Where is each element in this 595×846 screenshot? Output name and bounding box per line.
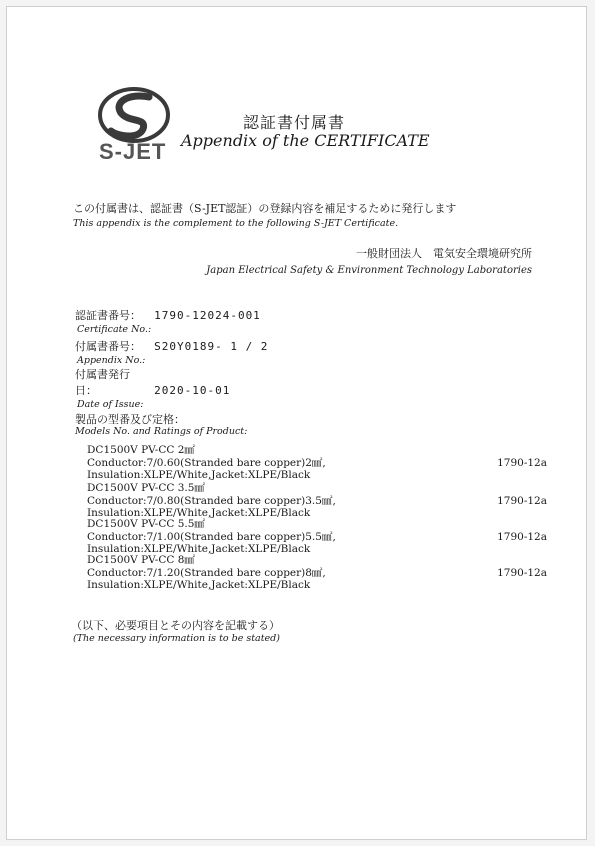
product-code: 1790-12a bbox=[497, 530, 547, 543]
footer-note-en: (The necessary information is to be stated) bbox=[73, 633, 280, 644]
product-name: DC1500V PV-CC 8㎟ bbox=[87, 554, 195, 566]
product-conductor: Conductor:7/0.80(Stranded bare copper)3.5㎟, bbox=[87, 494, 336, 507]
models-heading-jp: 製品の型番及び定格： bbox=[75, 413, 185, 426]
title-en: Appendix of the CERTIFICATE bbox=[181, 131, 430, 150]
certificate-no-label-en: Certificate No.: bbox=[77, 324, 152, 335]
s-jet-logo bbox=[91, 85, 181, 163]
date-of-issue-label: 付属書発行日： bbox=[75, 368, 130, 397]
appendix-no-field bbox=[75, 335, 268, 366]
product-code: 1790-12a bbox=[497, 456, 547, 469]
product-code: 1790-12a bbox=[497, 566, 547, 579]
organization-en: Japan Electrical Safety & Environment Technology Laboratories bbox=[206, 265, 532, 276]
models-heading-en: Models No. and Ratings of Product: bbox=[75, 426, 248, 437]
product-item bbox=[87, 482, 547, 520]
date-of-issue-field bbox=[75, 366, 230, 410]
product-item bbox=[87, 518, 547, 556]
title-jp: 認証書付属書 bbox=[243, 113, 346, 132]
date-of-issue-label-en: Date of Issue: bbox=[77, 399, 144, 410]
certificate-page bbox=[6, 6, 587, 840]
appendix-no-label-en: Appendix No.: bbox=[77, 355, 146, 366]
organization-jp: 一般財団法人 電気安全環境研究所 bbox=[356, 247, 532, 260]
product-insulation: Insulation:XLPE/White,Jacket:XLPE/Black bbox=[87, 579, 311, 591]
product-name: DC1500V PV-CC 3.5㎟ bbox=[87, 482, 205, 494]
product-insulation: Insulation:XLPE/White,Jacket:XLPE/Black bbox=[87, 469, 311, 481]
product-item bbox=[87, 444, 547, 482]
product-conductor: Conductor:7/1.20(Stranded bare copper)8㎟, bbox=[87, 566, 326, 579]
appendix-no-label: 付属書番号： bbox=[75, 340, 141, 353]
product-insulation: Insulation:XLPE/White,Jacket:XLPE/Black bbox=[87, 543, 311, 555]
product-code: 1790-12a bbox=[497, 494, 547, 507]
product-insulation: Insulation:XLPE/White,Jacket:XLPE/Black bbox=[87, 507, 311, 519]
product-name: DC1500V PV-CC 2㎟ bbox=[87, 444, 195, 456]
appendix-no-value: S20Y0189- 1 / 2 bbox=[154, 340, 269, 353]
product-name: DC1500V PV-CC 5.5㎟ bbox=[87, 518, 205, 530]
product-item bbox=[87, 554, 547, 592]
certificate-no-label: 認証書番号： bbox=[75, 309, 141, 322]
product-conductor: Conductor:7/1.00(Stranded bare copper)5.5㎟, bbox=[87, 530, 336, 543]
product-conductor: Conductor:7/0.60(Stranded bare copper)2㎟, bbox=[87, 456, 326, 469]
intro-en: This appendix is the complement to the following S-JET Certificate. bbox=[73, 218, 399, 229]
footer-note-jp: （以下、必要項目とその内容を記載する） bbox=[71, 619, 280, 632]
certificate-no-field bbox=[75, 304, 261, 335]
date-of-issue-value: 2020-10-01 bbox=[154, 384, 231, 397]
certificate-no-value: 1790-12024-001 bbox=[154, 309, 261, 322]
intro-jp: この付属書は、認証書（S-JET認証）の登録内容を補足するために発行します bbox=[73, 202, 457, 215]
logo-text: S-JET bbox=[99, 139, 167, 163]
